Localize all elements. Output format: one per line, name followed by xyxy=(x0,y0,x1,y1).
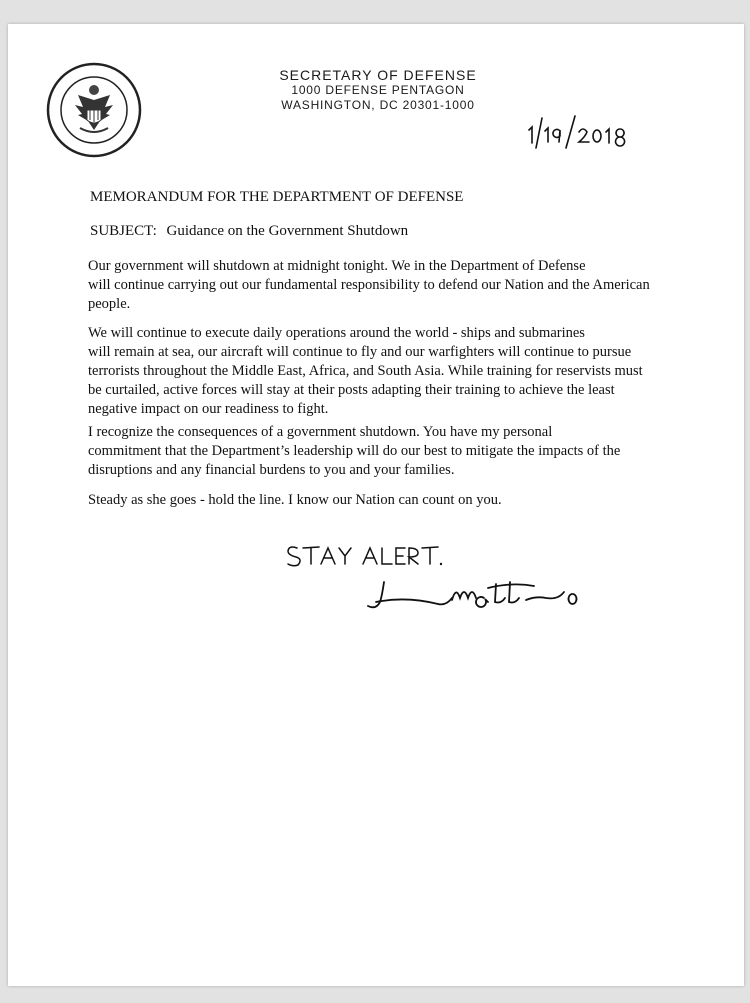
handwritten-note xyxy=(283,540,453,568)
subject-text: Guidance on the Government Shutdown xyxy=(166,223,409,239)
handwritten-date xyxy=(515,110,645,150)
paragraph-1: Our government will shutdown at midnight tonight. We in the Department of Defense will continue carrying out our fundamental responsibility to defend our Nation and the American people. xyxy=(88,258,650,312)
memo-page xyxy=(8,24,744,986)
memo-subject xyxy=(90,222,408,240)
signature xyxy=(360,572,596,616)
paragraph-2: We will continue to execute daily operations around the world - ships and submarines will remain at sea, our aircraft will continue to fly and our warfighters will continue to pursue terrorists throughout the Middle East, Africa, and South Asia. While training for reservists must be curtailed, active forces will stay at their posts adapting their training to achieve the least negative impact on our readiness to fight. xyxy=(88,325,643,417)
dod-seal-icon xyxy=(46,62,142,158)
subject-label: SUBJECT: xyxy=(90,223,157,239)
memo-heading: MEMORANDUM FOR THE DEPARTMENT OF DEFENSE xyxy=(90,189,464,205)
letterhead-address-line2: WASHINGTON, DC 20301-1000 xyxy=(281,98,475,112)
letterhead xyxy=(228,68,528,113)
letterhead-office: SECRETARY OF DEFENSE xyxy=(279,67,477,83)
paragraph-3: I recognize the consequences of a government shutdown. You have my personal commitment that the Department’s leadership will do our best to mitigate the impacts of the disruptions and any financial burdens to you and your families. xyxy=(88,424,621,478)
letterhead-address-line1: 1000 DEFENSE PENTAGON xyxy=(291,83,465,97)
paragraph-4: Steady as she goes - hold the line. I know our Nation can count on you. xyxy=(88,492,502,508)
